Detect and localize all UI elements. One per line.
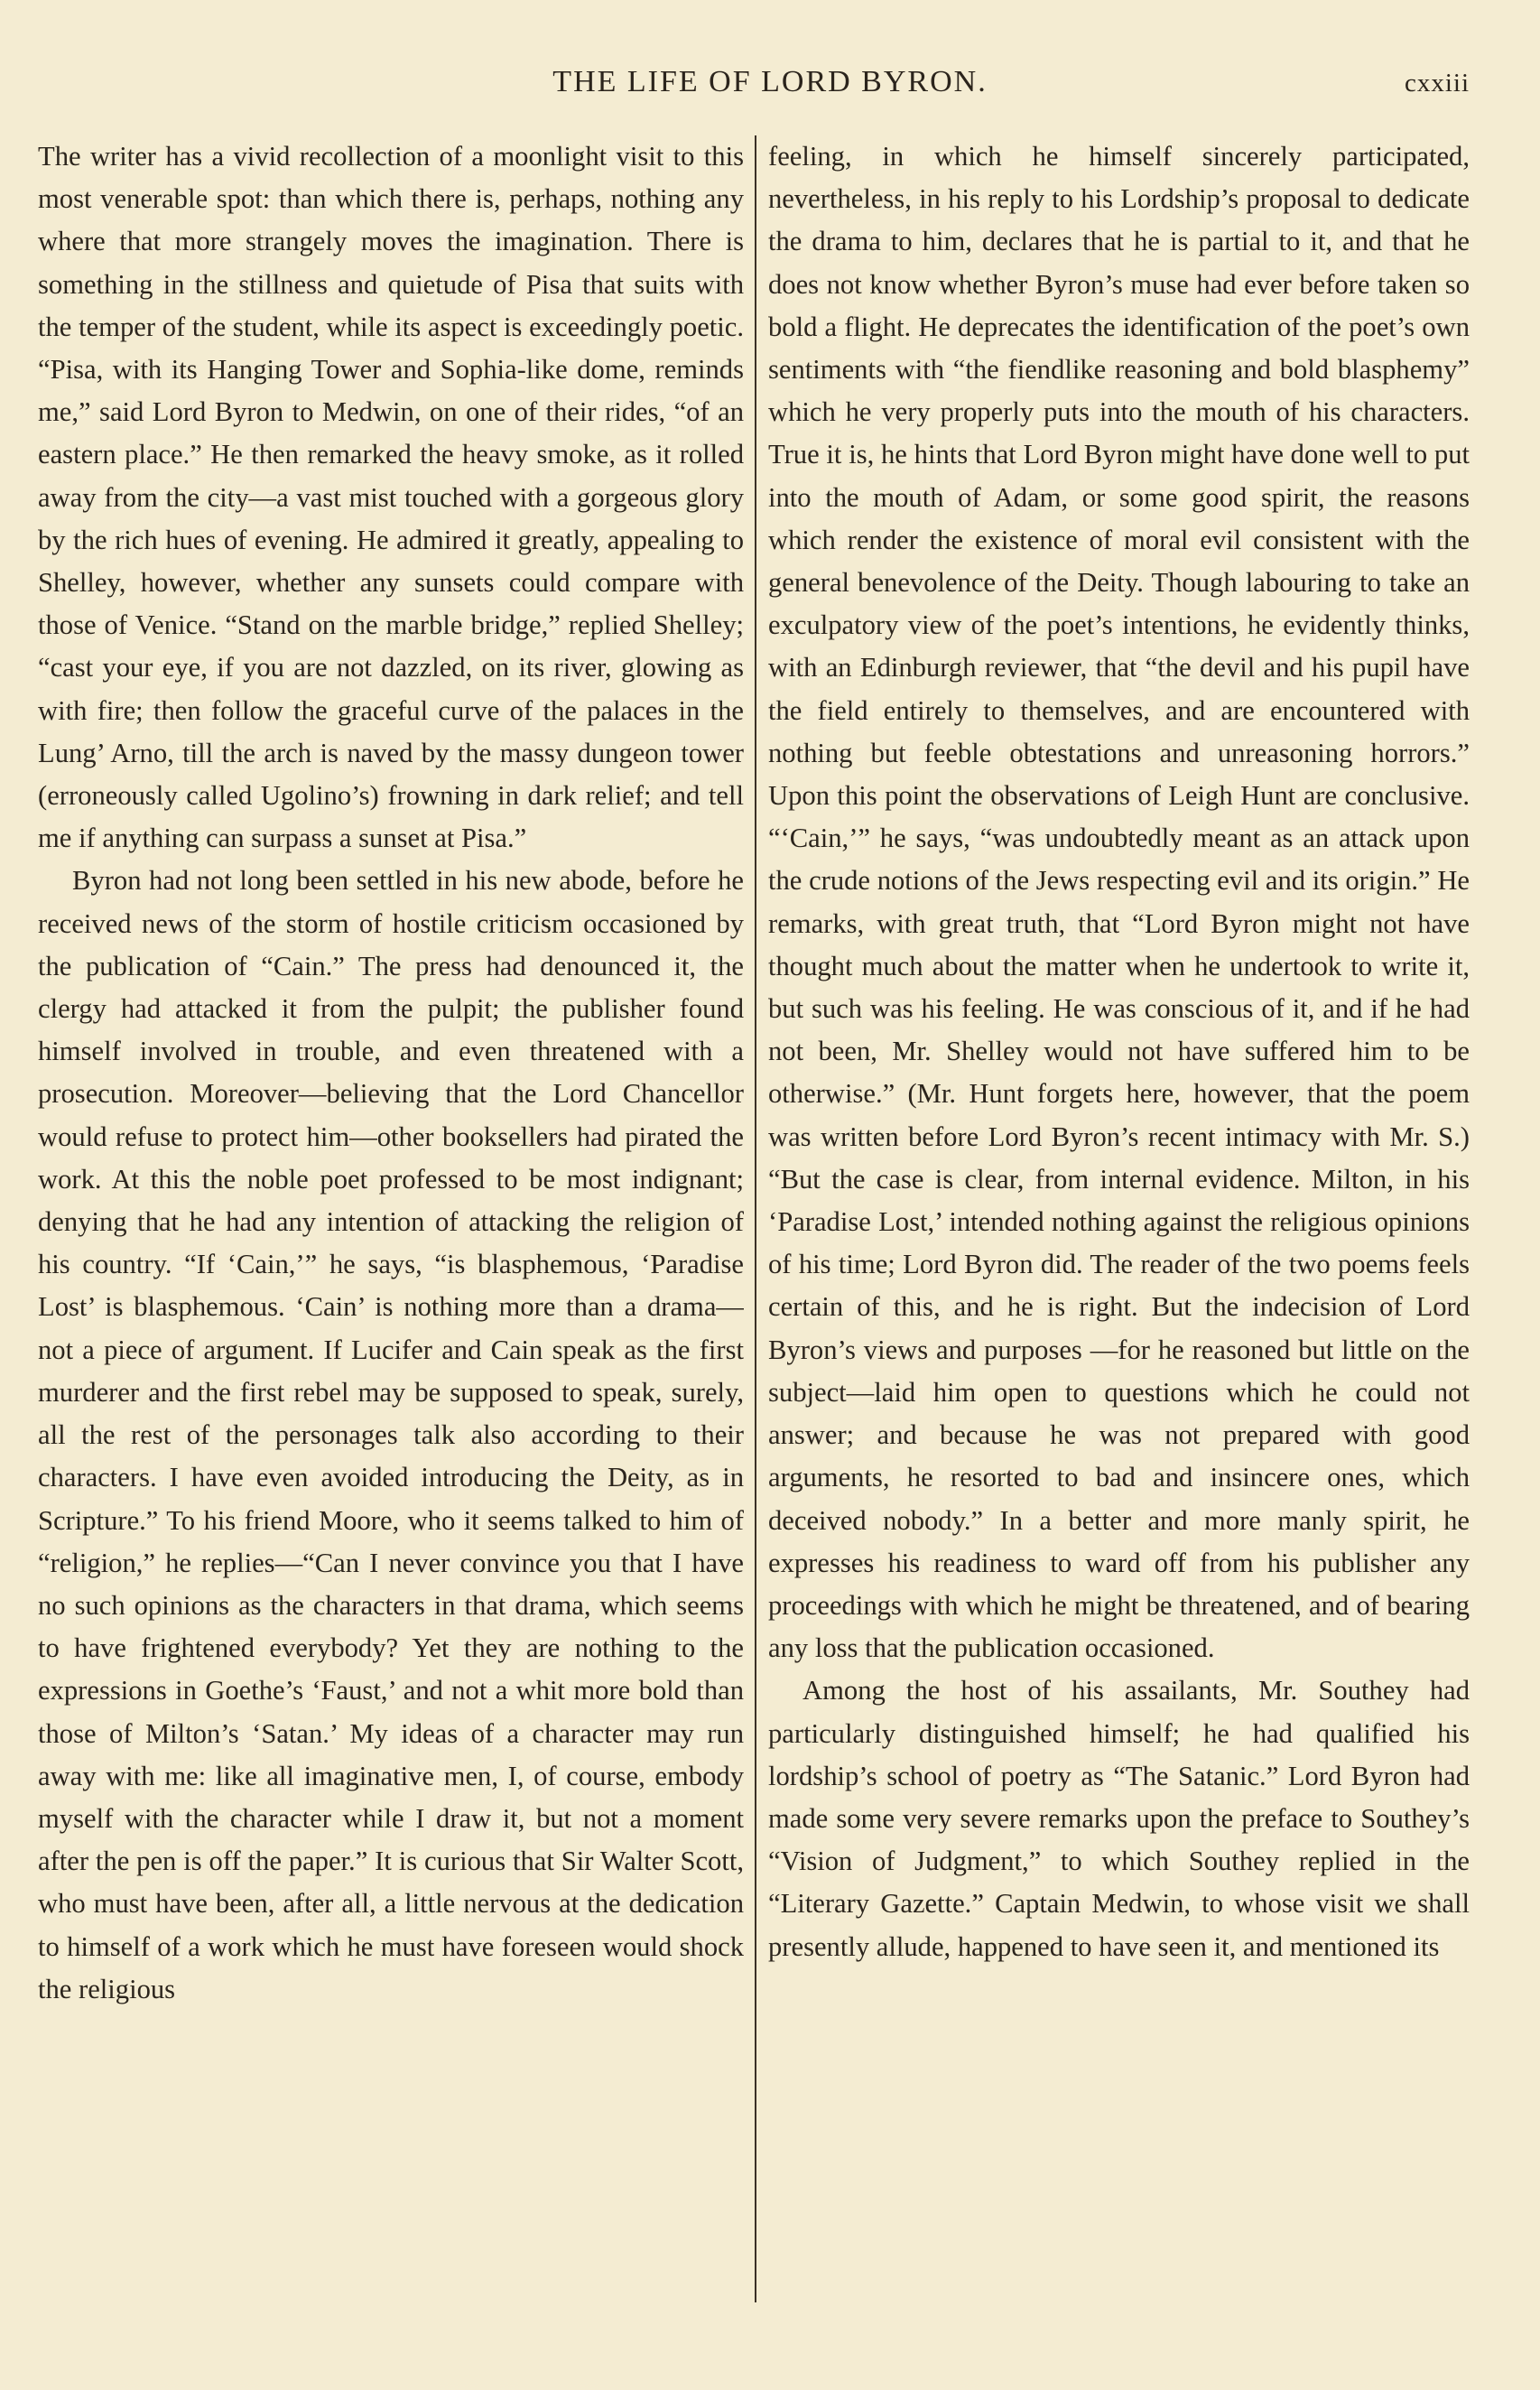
paragraph: The writer has a vivid recollection of a moonlight visit to this most venerable spot: than which there is, perhaps, nothing any where that more strangely moves the imagination. There is something in the stillness and quietude of Pisa that suits with the temper of the student, while its aspect is exceedingly poetic. “Pisa, with its Hanging Tower and Sophia-like dome, reminds me,” said Lord Byron to Medwin, on one of their rides, “of an eastern place.” He then remarked the heavy smoke, as it rolled away from the city—a vast mist touched with a gorgeous glory by the rich hues of evening. He admired it greatly, appealing to Shelley, however, whether any sunsets could compare with those of Venice. “Stand on the marble bridge,” replied Shelley; “cast your eye, if you are not dazzled, on its river, glowing as with fire; then follow the graceful curve of the palaces in the Lung’ Arno, till the arch is naved by the massy dungeon tower (erroneously called Ugolino’s) frowning in dark relief; and tell me if anything can surpass a sunset at Pisa.” — [38, 141, 744, 854]
right-column — [768, 135, 1470, 2320]
page-number: cxxiii — [1404, 69, 1470, 98]
paragraph: Among the host of his assailants, Mr. Southey had particularly distinguished himself; he had qualified his lordship’s school of poetry as “The Satanic.” Lord Byron had made some very severe remarks upon the preface to Southey’s “Vision of Judgment,” to which Southey replied in the “Literary Gazette.” Captain Medwin, to whose visit we shall presently allude, happened to have seen it, and mentioned its — [768, 1675, 1470, 1962]
left-column — [38, 135, 744, 2320]
running-title: THE LIFE OF LORD BYRON. — [552, 65, 988, 98]
paragraph: Byron had not long been settled in his new abode, before he received news of the storm of hostile criticism occasioned by the publication of “Cain.” The press had denounced it, the clergy had attacked it from the pulpit; the publisher found himself involved in trouble, and even threatened with a prosecution. Moreover—believing that the Lord Chancellor would refuse to protect him—other booksellers had pirated the work. At this the noble poet professed to be most indignant; denying that he had any intention of attacking the religion of his country. “If ‘Cain,’” he says, “is blasphemous, ‘Paradise Lost’ is blasphemous. ‘Cain’ is nothing more than a drama—not a piece of argument. If Lucifer and Cain speak as the first murderer and the first rebel may be supposed to speak, surely, all the rest of the personages talk also according to their characters. I have even avoided introducing the Deity, as in Scripture.” To his friend Moore, who it seems talked to him of “religion,” he replies—“Can I never convince you that I have no such opinions as the characters in that drama, which seems to have frightened everybody? Yet they are nothing to the expressions in Goethe’s ‘Faust,’ and not a whit more bold than those of Milton’s ‘Satan.’ My ideas of a character may run away with me: like all imaginative men, I, of course, embody myself with the character while I draw it, but not a moment after the pen is off the paper.” It is curious that Sir Walter Scott, who must have been, after all, a little nervous at the dedication to himself of a work which he must have foreseen would shock the religious — [38, 865, 744, 2004]
running-head — [0, 65, 1540, 110]
column-divider — [755, 135, 756, 2302]
paragraph: feeling, in which he himself sincerely participated, nevertheless, in his reply to his Lordship’s proposal to dedicate the drama to him, declares that he is partial to it, and that he does not know whether Byron’s muse had ever before taken so bold a flight. He deprecates the identification of the poet’s own sentiments with “the fiendlike reasoning and bold blasphemy” which he very properly puts into the mouth of his characters. True it is, he hints that Lord Byron might have done well to put into the mouth of Adam, or some good spirit, the reasons which render the existence of moral evil consistent with the general benevolence of the Deity. Though labouring to take an exculpatory view of the poet’s intentions, he evidently thinks, with an Edinburgh reviewer, that “the devil and his pupil have the field entirely to themselves, and are encountered with nothing but feeble obtestations and unreasoning horrors.” Upon this point the observations of Leigh Hunt are conclusive. “‘Cain,’” he says, “was undoubtedly meant as an attack upon the crude notions of the Jews respecting evil and its origin.” He remarks, with great truth, that “Lord Byron might not have thought much about the matter when he undertook to write it, but such was his feeling. He was conscious of it, and if he had not been, Mr. Shelley would not have suffered him to be otherwise.” (Mr. Hunt forgets here, however, that the poem was written before Lord Byron’s recent intimacy with Mr. S.) “But the case is clear, from internal evidence. Milton, in his ‘Paradise Lost,’ intended nothing against the religious opinions of his time; Lord Byron did. The reader of the two poems feels certain of this, and he is right. But the indecision of Lord Byron’s views and purposes —for he reasoned but little on the subject—laid him open to questions which he could not answer; and because he was not prepared with good arguments, he resorted to bad and insincere ones, which deceived nobody.” In a better and more manly spirit, he expresses his readiness to ward off from his publisher any proceedings with which he might be threatened, and of bearing any loss that the publication occasioned. — [768, 141, 1470, 1664]
